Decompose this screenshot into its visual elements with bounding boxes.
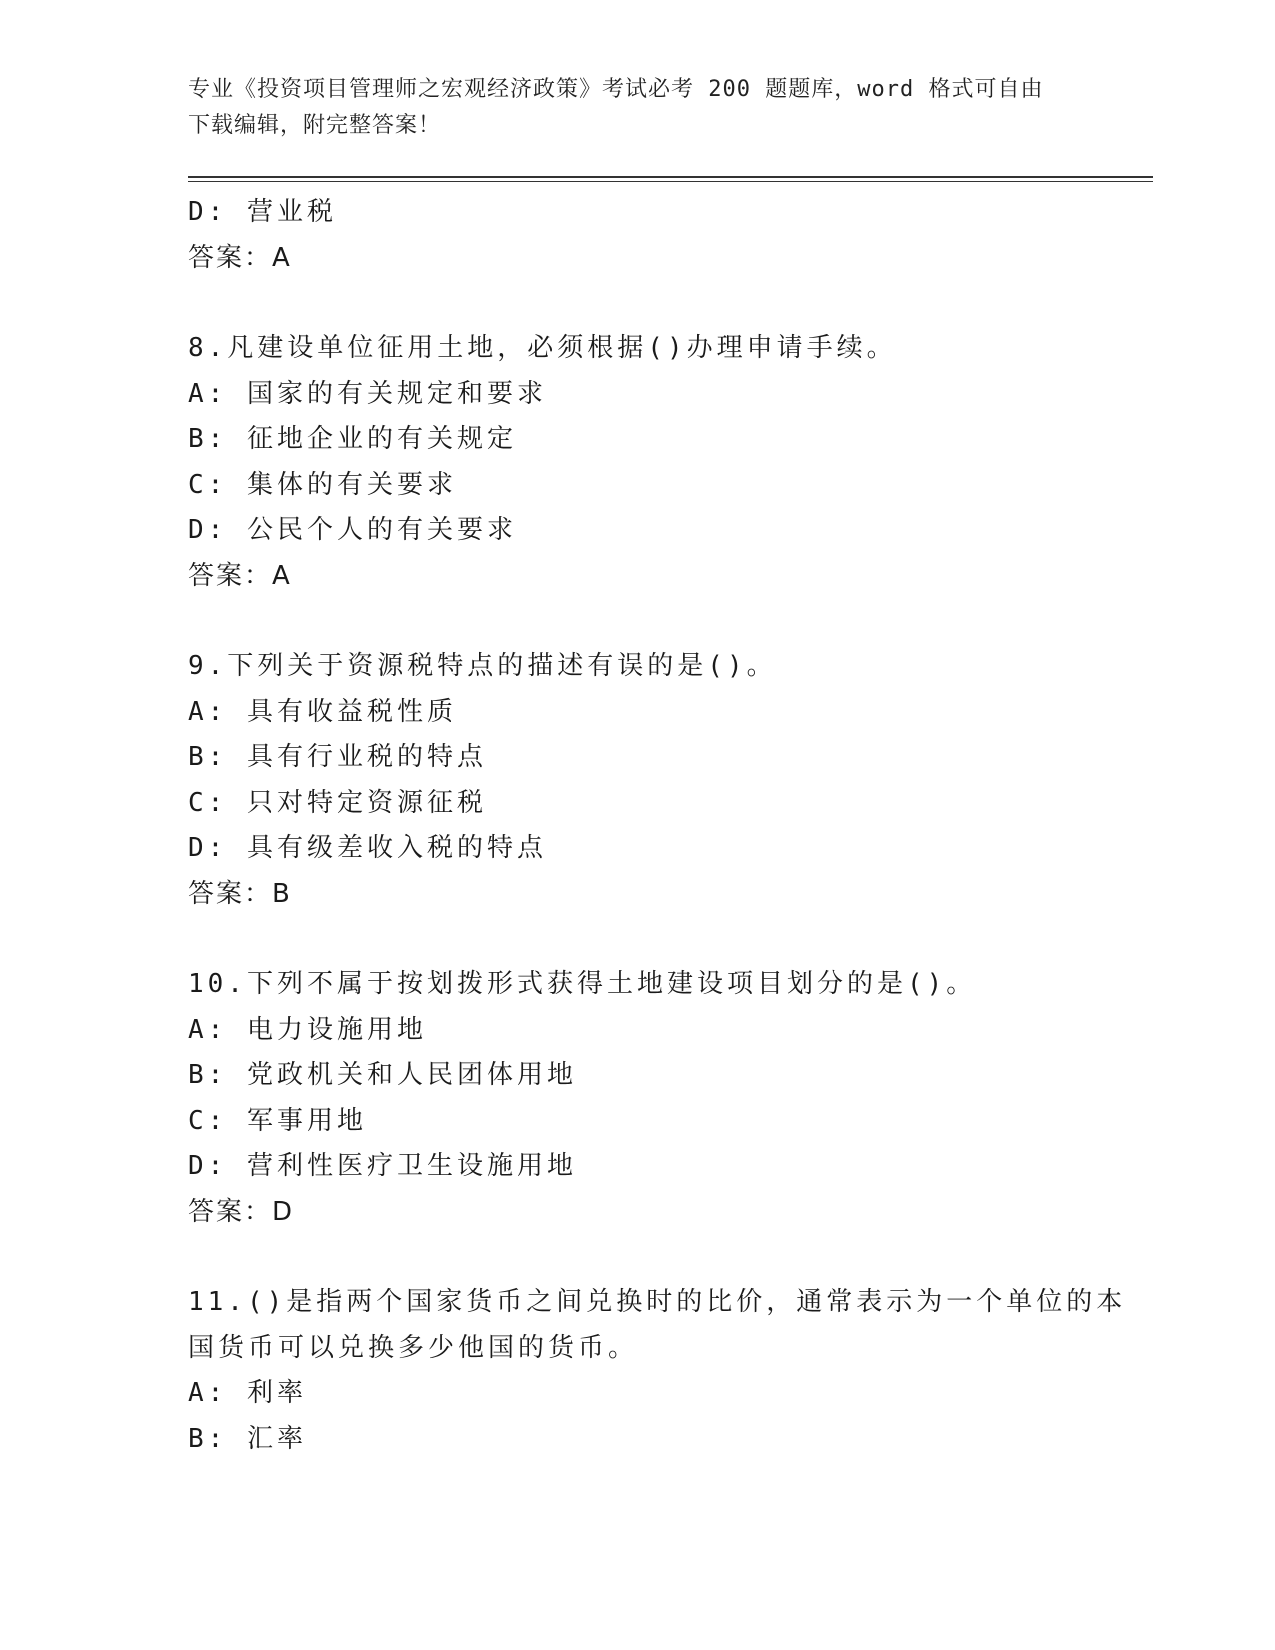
question-stem-line-1: 11.()是指两个国家货币之间兑换时的比价，通常表示为一个单位的本 — [188, 1287, 1127, 1317]
question-stem: 10.下列不属于按划拨形式获得土地建设项目划分的是()。 — [188, 969, 977, 999]
question-10 — [188, 962, 1153, 1235]
option-d: D: 具有级差收入税的特点 — [188, 833, 547, 863]
option-c: C: 集体的有关要求 — [188, 469, 457, 500]
question-stem: 8.凡建设单位征用土地，必须根据()办理申请手续。 — [188, 333, 897, 363]
option-a: A: 利率 — [188, 1378, 307, 1408]
option-d: D: 营利性医疗卫生设施用地 — [188, 1151, 577, 1181]
option-b: B: 汇率 — [188, 1423, 307, 1454]
question-8 — [188, 326, 1153, 599]
option-a: A: 具有收益税性质 — [188, 696, 457, 727]
option-c: C: 军事用地 — [188, 1105, 367, 1136]
option-a: A: 国家的有关规定和要求 — [188, 378, 547, 409]
question-11 — [188, 1280, 1153, 1462]
option-a: A: 电力设施用地 — [188, 1014, 427, 1045]
answer-line: 答案：A — [188, 560, 292, 591]
question-9 — [188, 644, 1153, 917]
question-list — [188, 190, 1153, 1462]
answer-line: 答案：B — [188, 878, 292, 909]
answer-line: 答案：A — [188, 242, 292, 273]
question-stem: 9.下列关于资源税特点的描述有误的是()。 — [188, 651, 777, 681]
document-header — [188, 72, 1088, 144]
header-line-2: 下载编辑，附完整答案！ — [188, 113, 442, 138]
option-d: D: 营业税 — [188, 197, 337, 227]
option-b: B: 党政机关和人民团体用地 — [188, 1060, 577, 1090]
question-stem-line-2: 国货币可以兑换多少他国的货币。 — [188, 1332, 639, 1363]
question-7-tail — [188, 190, 1153, 281]
option-c: C: 只对特定资源征税 — [188, 787, 487, 818]
answer-line: 答案：D — [188, 1196, 295, 1227]
header-line-1: 专业《投资项目管理师之宏观经济政策》考试必考 200 题题库，word 格式可自由 — [188, 77, 1044, 102]
option-d: D: 公民个人的有关要求 — [188, 515, 517, 545]
option-b: B: 征地企业的有关规定 — [188, 424, 517, 454]
header-divider — [188, 176, 1153, 178]
option-b: B: 具有行业税的特点 — [188, 742, 487, 772]
